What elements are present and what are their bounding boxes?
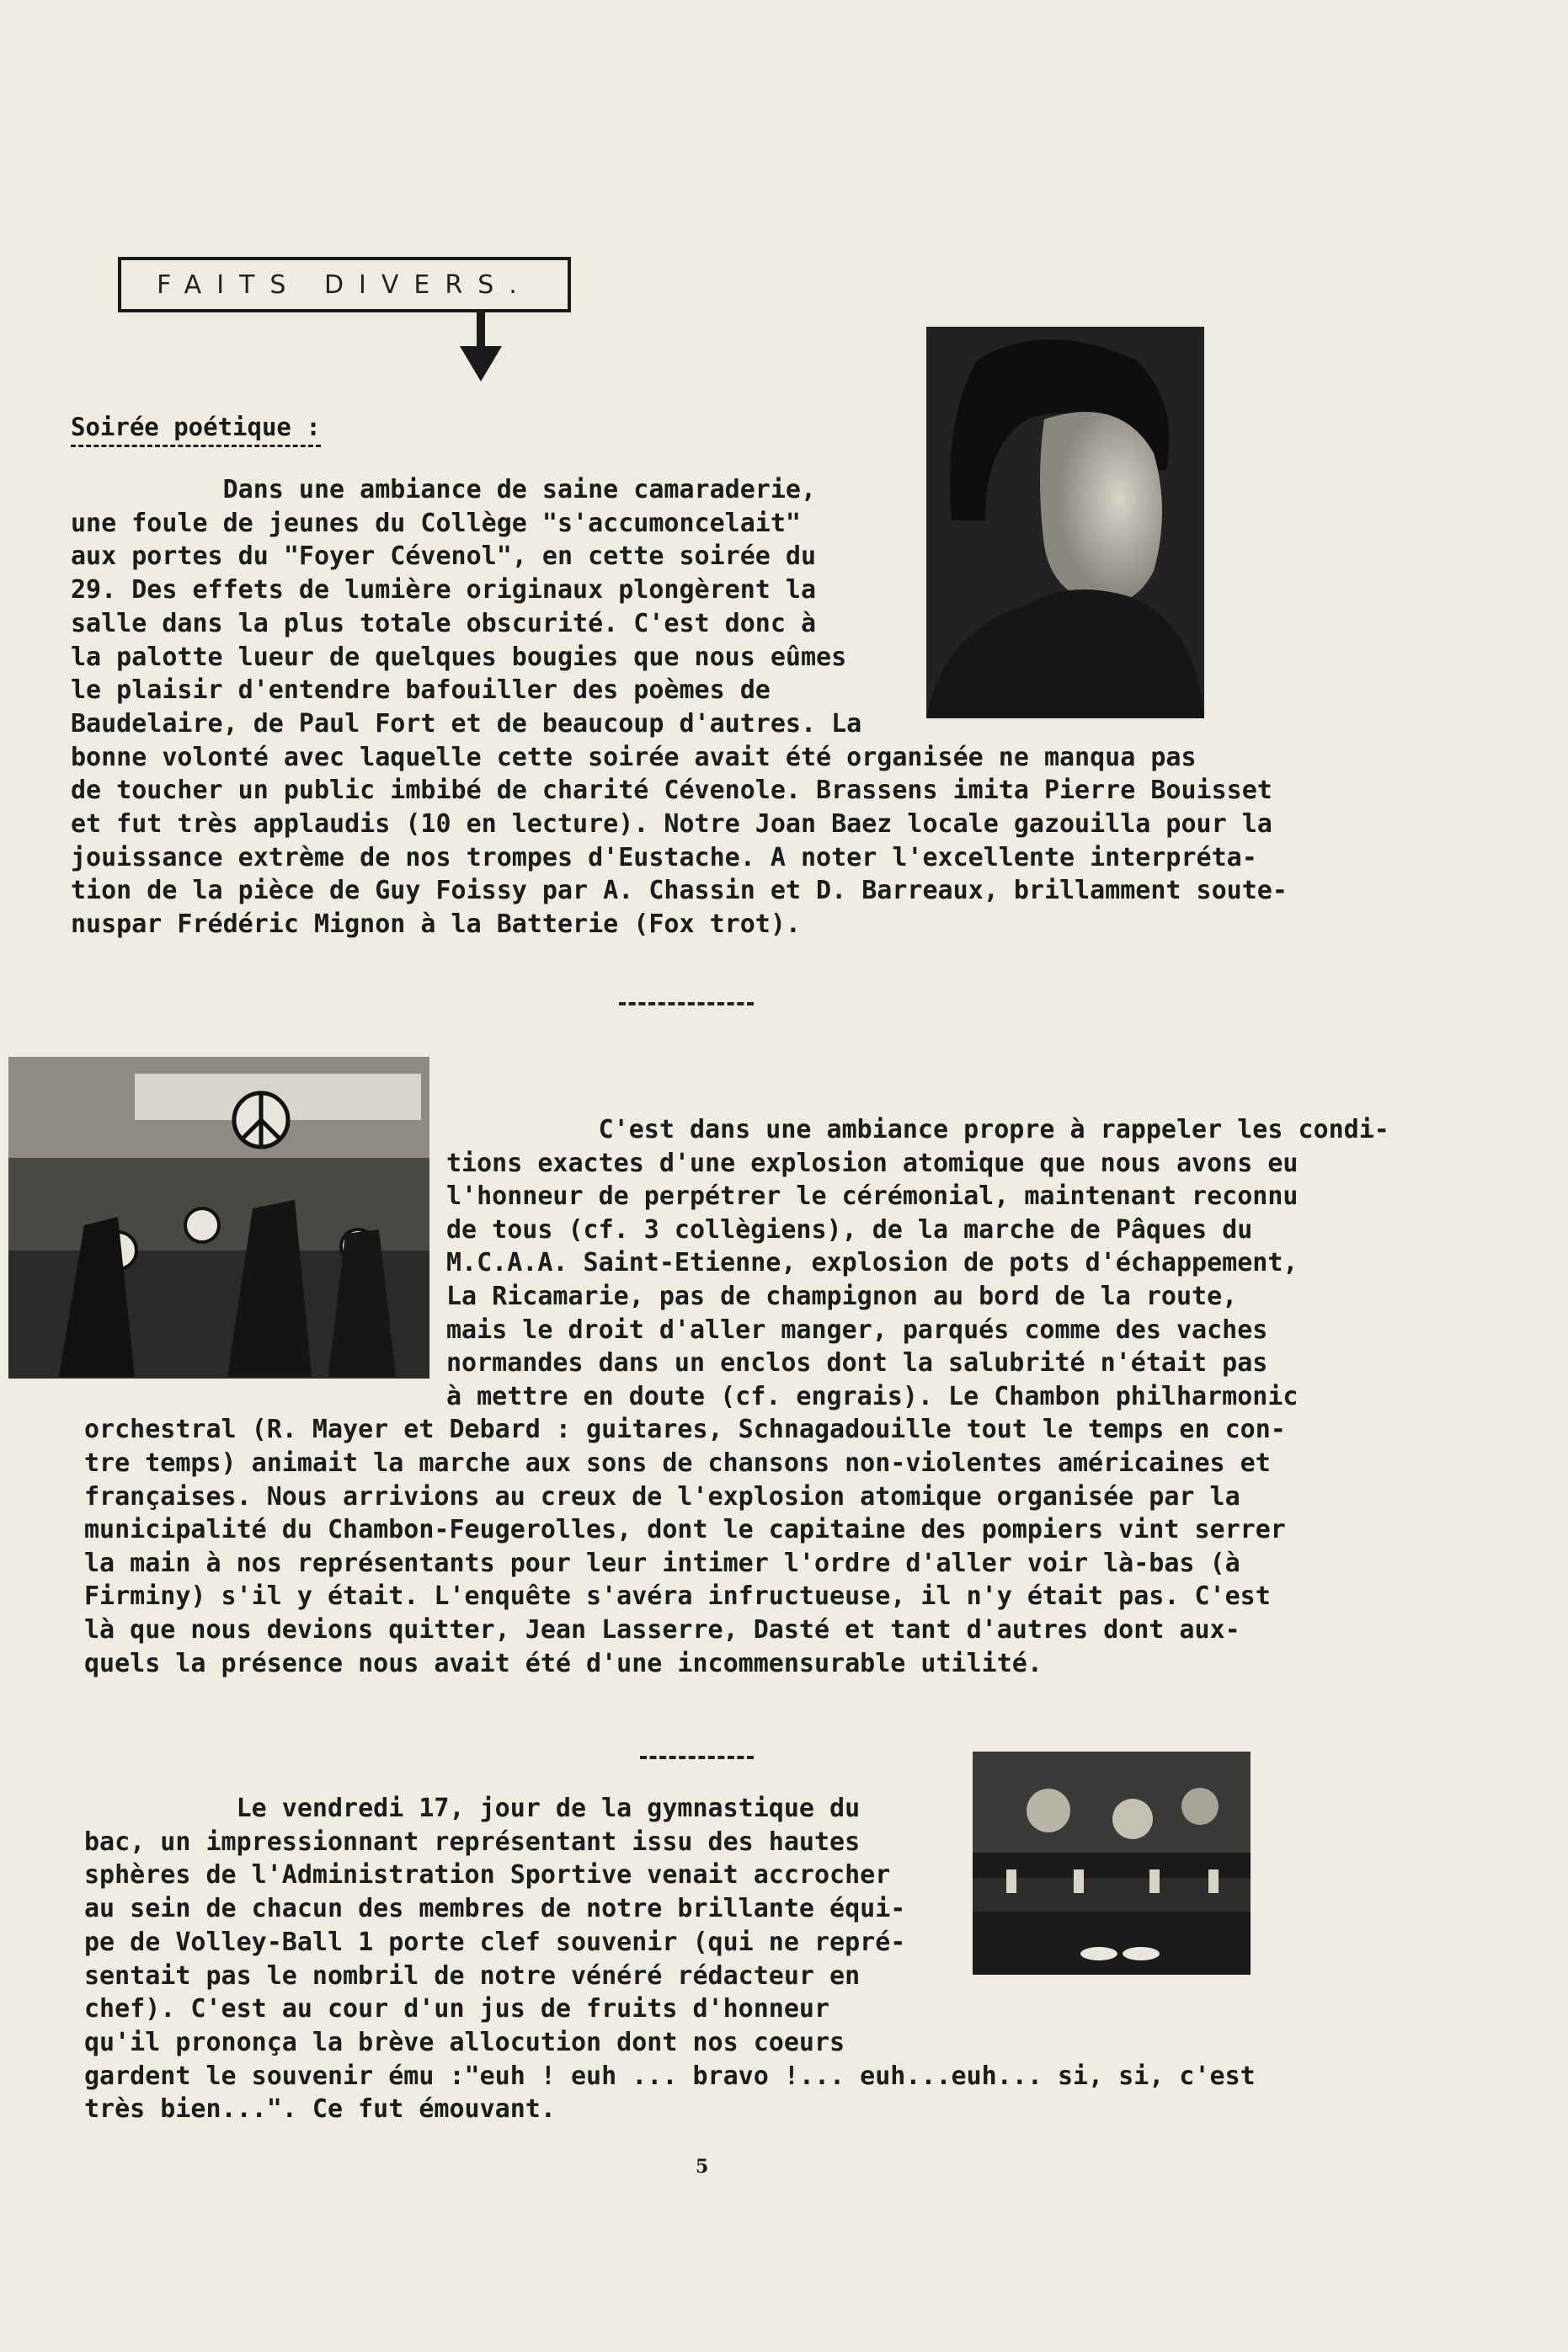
text-line: salle dans la plus totale obscurité. C'est donc à [71, 608, 817, 638]
text-line: la main à nos représentants pour leur intimer l'ordre d'aller voir là-bas (à [84, 1548, 1240, 1578]
text-line: pe de Volley-Ball 1 porte clef souvenir (qui ne repré- [84, 1927, 906, 1957]
text-line: Firminy) s'il y était. L'enquête s'avéra infructueuse, il n'y était pas. C'est [84, 1581, 1271, 1612]
text-line: sentait pas le nombril de notre vénéré rédacteur en [84, 1960, 861, 1991]
section-title-soiree: Soirée poétique : [71, 413, 321, 447]
page-number: 5 [696, 2156, 709, 2178]
text-line: de tous (cf. 3 collègiens), de la marche de Pâques du [446, 1214, 1253, 1245]
text-line: quels la présence nous avait été d'une incommensurable utilité. [84, 1648, 1043, 1678]
text-line: bonne volonté avec laquelle cette soirée avait été organisée ne manqua pas [71, 742, 1197, 772]
text-line: aux portes du "Foyer Cévenol", en cette soirée du [71, 541, 817, 572]
section-divider [640, 1756, 754, 1759]
text-line: chef). C'est au cour d'un jus de fruits d'honneur [84, 1994, 830, 2024]
text-line: tions exactes d'une explosion atomique que nous avons eu [446, 1148, 1299, 1178]
text-line: C'est dans une ambiance propre à rappeler les condi- [446, 1115, 1389, 1144]
text-line: mais le droit d'aller manger, parqués comme des vaches [446, 1315, 1268, 1345]
section-divider [619, 1002, 754, 1005]
text-line: là que nous devions quitter, Jean Lasserre, Dasté et tant d'autres dont aux- [84, 1615, 1240, 1645]
text-line: bac, un impressionnant représentant issu des hautes [84, 1827, 861, 1857]
photo-volley-team [973, 1752, 1251, 1975]
text-line: tion de la pièce de Guy Foissy par A. Chassin et D. Barreaux, brillamment soute- [71, 876, 1288, 906]
text-line: qu'il prononça la brève allocution dont nos coeurs [84, 2027, 845, 2057]
text-line: nuspar Frédéric Mignon à la Batterie (Fox trot). [71, 909, 801, 940]
text-line: la palotte lueur de quelques bougies que nous eûmes [71, 642, 847, 672]
text-line: au sein de chacun des membres de notre brillante équi- [84, 1894, 906, 1924]
text-line: orchestral (R. Mayer et Debard : guitares, Schnagadouille tout le temps en con- [84, 1415, 1286, 1445]
text-line: M.C.A.A. Saint-Etienne, explosion de pots d'échappement, [446, 1248, 1299, 1278]
text-line: Baudelaire, de Paul Fort et de beaucoup d'autres. La [71, 708, 862, 739]
text-line: le plaisir d'entendre bafouiller des poèmes de [71, 675, 771, 706]
text-line: municipalité du Chambon-Feugerolles, dont le capitaine des pompiers vint serrer [84, 1515, 1286, 1545]
photo-peace-march [8, 1057, 429, 1379]
photo-portrait [926, 327, 1204, 718]
text-line: gardent le souvenir ému :"euh ! euh ... bravo !... euh...euh... si, si, c'est [84, 2061, 1256, 2091]
text-line: tre temps) animait la marche aux sons de chansons non-violentes américaines et [84, 1448, 1271, 1478]
text-line: très bien...". Ce fut émouvant. [84, 2094, 556, 2125]
text-line: 29. Des effets de lumière originaux plongèrent la [71, 575, 817, 605]
text-line: à mettre en doute (cf. engrais). Le Chambon philharmonic [446, 1381, 1299, 1411]
text-line: de toucher un public imbibé de charité Cévenole. Brassens imita Pierre Bouisset [71, 776, 1272, 806]
text-line: Dans une ambiance de saine camaraderie, [71, 475, 817, 504]
text-line: jouissance extrème de nos trompes d'Eustache. A noter l'excellente interpréta- [71, 842, 1257, 872]
text-line: normandes dans un enclos dont la salubrité n'était pas [446, 1348, 1268, 1379]
arrow-down-icon [460, 312, 502, 381]
text-line: Le vendredi 17, jour de la gymnastique du [84, 1794, 861, 1823]
section-header-box [118, 257, 571, 312]
text-line: l'honneur de perpétrer le cérémonial, maintenant reconnu [446, 1181, 1299, 1212]
text-line: françaises. Nous arrivions au creux de l'explosion atomique organisée par la [84, 1481, 1240, 1512]
text-line: La Ricamarie, pas de champignon au bord de la route, [446, 1282, 1238, 1311]
section-header-label: FAITS DIVERS. [157, 269, 532, 300]
text-line: et fut très applaudis (10 en lecture). Notre Joan Baez locale gazouilla pour la [71, 809, 1272, 839]
text-line: une foule de jeunes du Collège "s'accumoncelait" [71, 508, 801, 538]
text-line: sphères de l'Administration Sportive venait accrocher [84, 1860, 891, 1891]
